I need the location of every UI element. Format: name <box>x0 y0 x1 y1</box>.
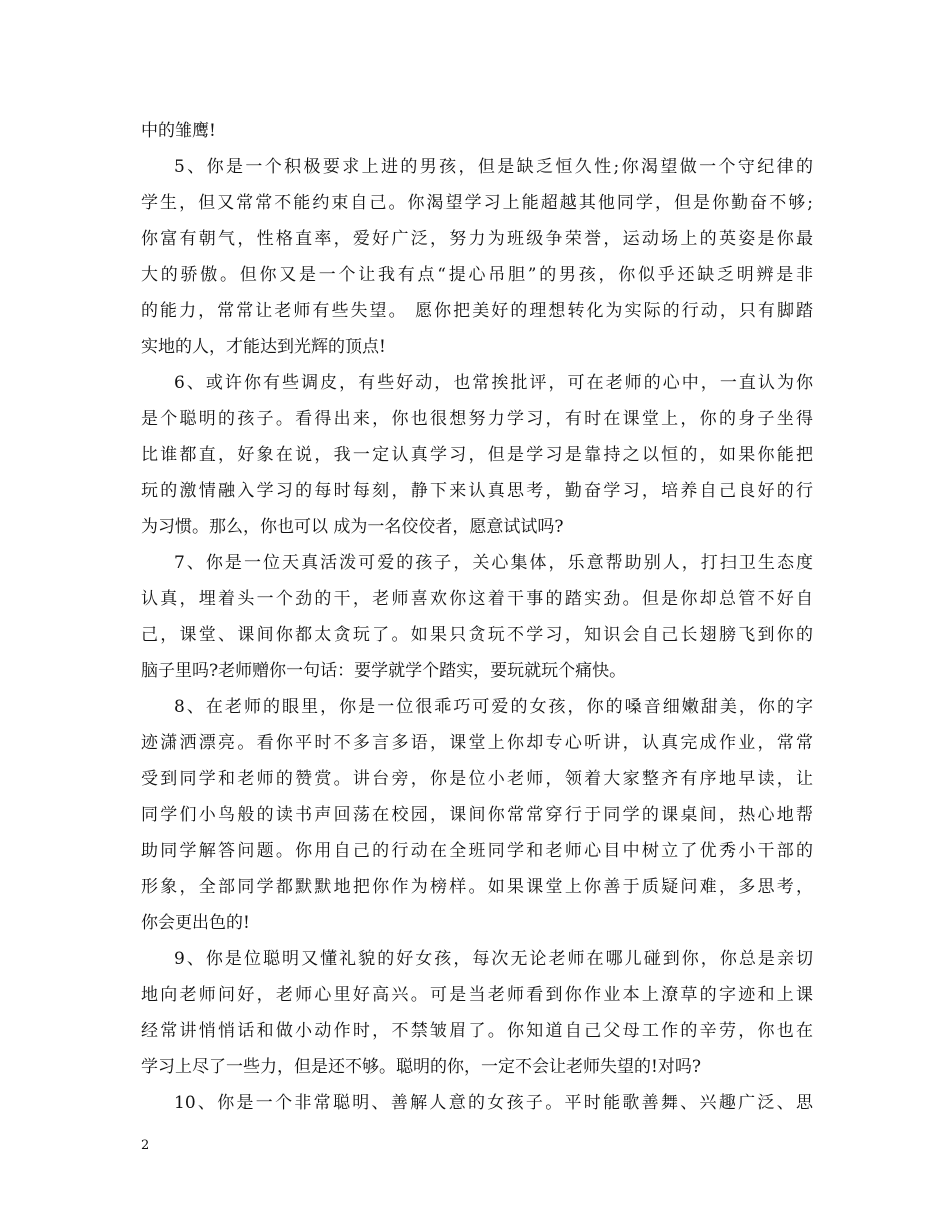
text-line: 迹潇洒漂亮。看你平时不多言多语，课堂上你却专心听讲，认真完成作业，常常 <box>141 733 813 753</box>
text-line: 比谁都直，好象在说，我一定认真学习，但是学习是靠持之以恒的，如果你能把 <box>141 445 813 465</box>
text-line: 认真，埋着头一个劲的干，老师喜欢你这着干事的踏实劲。但是你却总管不好自 <box>141 589 813 609</box>
text-line: 地向老师问好，老师心里好高兴。可是当老师看到你作业本上潦草的字迹和上课 <box>141 985 813 1005</box>
text-line: 形象，全部同学都默默地把你作为榜样。如果课堂上你善于质疑问难，多思考， <box>141 877 813 897</box>
text-line: 受到同学和老师的赞赏。讲台旁，你是位小老师，领着大家整齐有序地早读，让 <box>141 769 813 789</box>
document-body <box>141 113 813 1121</box>
text-line: 同学们小鸟般的读书声回荡在校园，课间你常常穿行于同学的课桌间，热心地帮 <box>141 805 813 825</box>
text-line: 学生，但又常常不能约束自己。你渴望学习上能超越其他同学，但是你勤奋不够; <box>141 193 813 213</box>
text-line: 5、你是一个积极要求上进的男孩，但是缺乏恒久性;你渴望做一个守纪律的 <box>174 157 813 177</box>
text-line: 是个聪明的孩子。看得出来，你也很想努力学习，有时在课堂上，你的身子坐得 <box>141 409 813 429</box>
text-line: 实地的人，才能达到光辉的顶点! <box>141 337 386 357</box>
text-line: 10、你是一个非常聪明、善解人意的女孩子。平时能歌善舞、兴趣广泛、思 <box>174 1093 813 1113</box>
text-line: 你富有朝气，性格直率，爱好广泛，努力为班级争荣誉，运动场上的英姿是你最 <box>141 229 813 249</box>
text-line: 学习上尽了一些力，但是还不够。聪明的你，一定不会让老师失望的!对吗? <box>141 1057 701 1077</box>
text-line: 助同学解答问题。你用自己的行动在全班同学和老师心目中树立了优秀小干部的 <box>141 841 813 861</box>
text-line: 7、你是一位天真活泼可爱的孩子，关心集体，乐意帮助别人，打扫卫生态度 <box>174 553 813 573</box>
text-line: 经常讲悄悄话和做小动作时，不禁皱眉了。你知道自己父母工作的辛劳，你也在 <box>141 1021 813 1041</box>
text-line: 己，课堂、课间你都太贪玩了。如果只贪玩不学习，知识会自己长翅膀飞到你的 <box>141 625 813 645</box>
text-line: 你会更出色的! <box>141 913 250 933</box>
text-line: 9、你是位聪明又懂礼貌的好女孩，每次无论老师在哪儿碰到你，你总是亲切 <box>174 949 813 969</box>
text-line: 6、或许你有些调皮，有些好动，也常挨批评，可在老师的心中，一直认为你 <box>174 373 813 393</box>
text-line: 玩的激情融入学习的每时每刻，静下来认真思考，勤奋学习，培养自己良好的行 <box>141 481 813 501</box>
text-line: 脑子里吗?老师赠你一句话：要学就学个踏实，要玩就玩个痛快。 <box>141 661 627 681</box>
text-line: 的能力，常常让老师有些失望。 愿你把美好的理想转化为实际的行动，只有脚踏 <box>141 301 813 321</box>
text-line: 中的雏鹰! <box>141 121 216 141</box>
text-line: 8、在老师的眼里，你是一位很乖巧可爱的女孩，你的嗓音细嫩甜美，你的字 <box>174 697 813 717</box>
page-number: 2 <box>141 1138 150 1153</box>
text-line: 大的骄傲。但你又是一个让我有点“提心吊胆”的男孩，你似乎还缺乏明辨是非 <box>141 265 813 285</box>
text-line: 为习惯。那么，你也可以 成为一名佼佼者，愿意试试吗? <box>141 517 564 537</box>
